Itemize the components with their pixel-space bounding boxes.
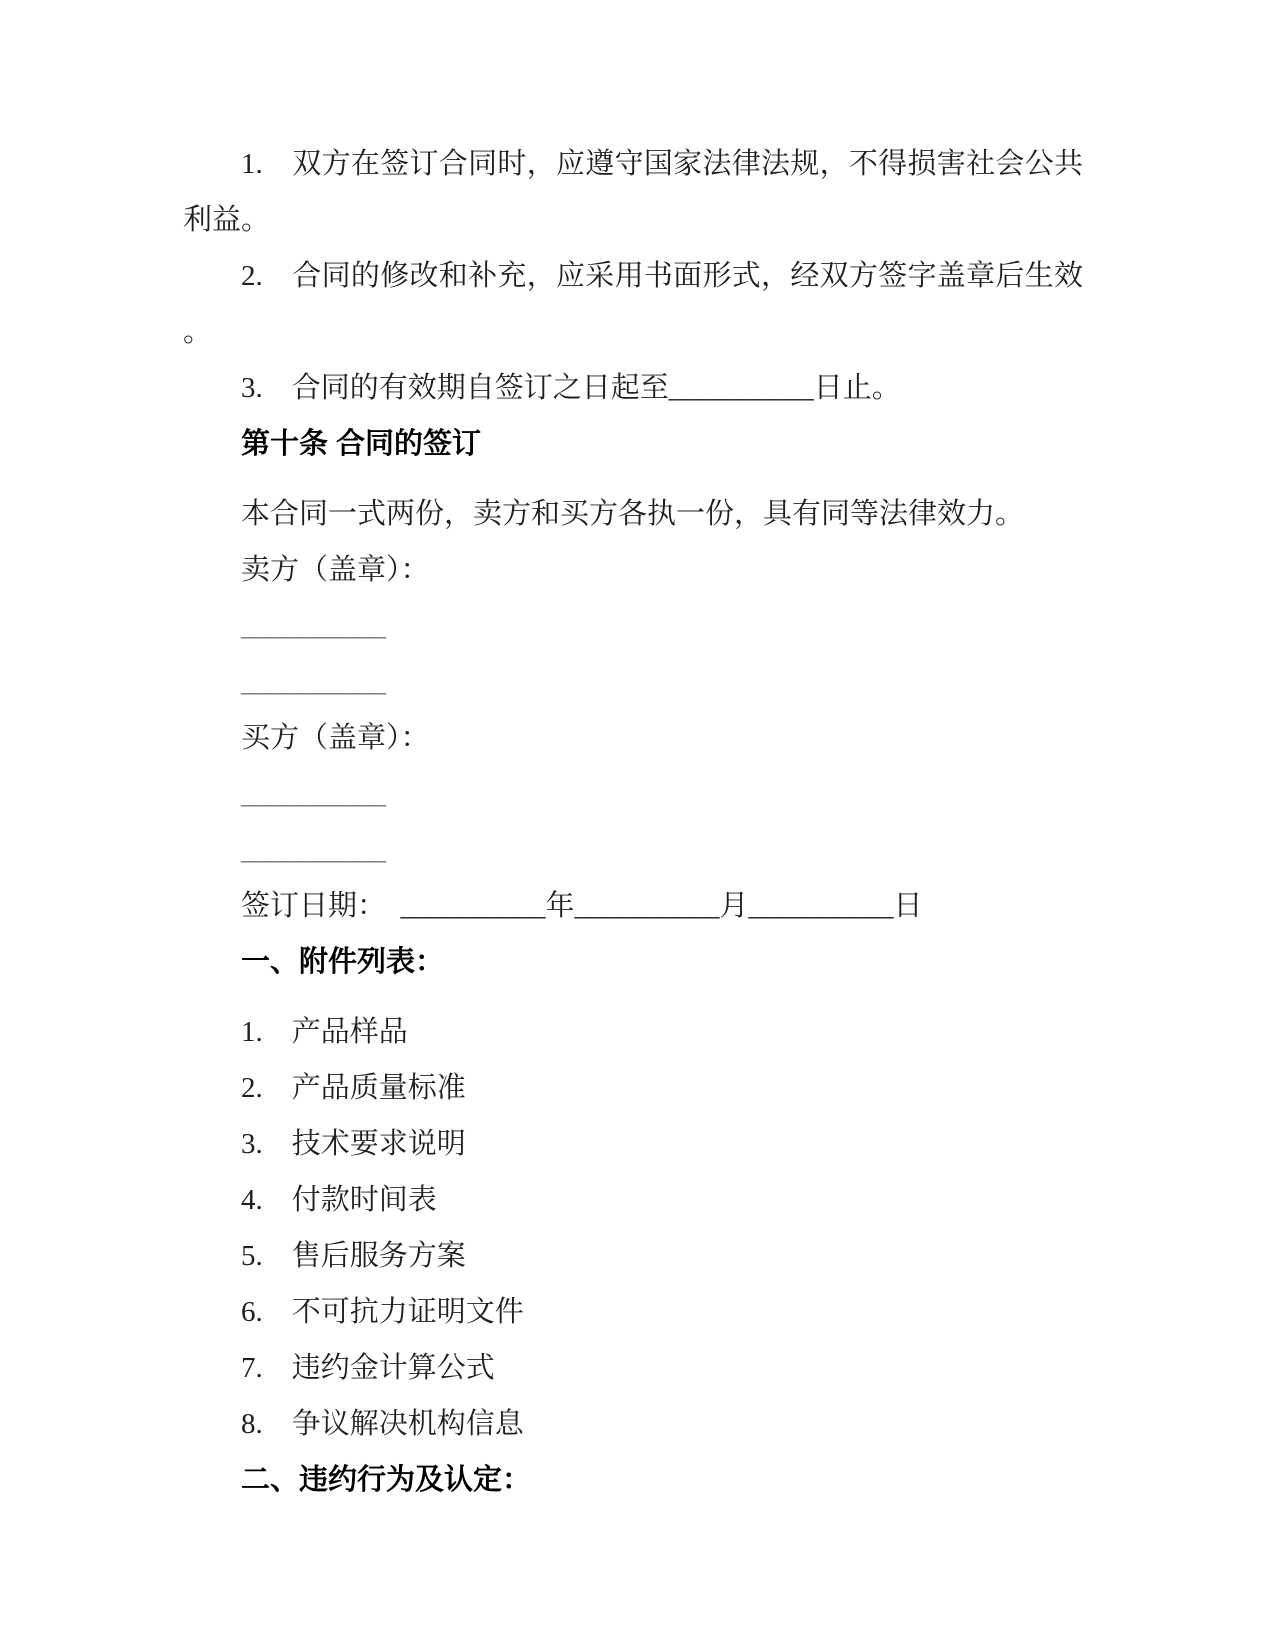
- contract-paragraph: 2. 合同的修改和补充，应采用书面形式，经双方签字盖章后生效。: [183, 260, 1083, 348]
- contract-paragraph: 8. 争议解决机构信息: [241, 1408, 524, 1440]
- contract-paragraph: 签订日期： __________年__________月__________日: [241, 890, 923, 922]
- contract-paragraph: 本合同一式两份，卖方和买方各执一份，具有同等法律效力。: [241, 498, 1025, 530]
- contract-paragraph: 1. 双方在签订合同时，应遵守国家法律法规，不得损害社会公共利益。: [183, 148, 1083, 236]
- contract-paragraph: 3. 合同的有效期自签订之日起至__________日止。: [241, 372, 901, 404]
- paragraph-flow: [183, 136, 1083, 1508]
- contract-paragraph: 2. 产品质量标准: [241, 1072, 466, 1104]
- signature-underline: __________: [241, 666, 386, 698]
- contract-paragraph: 7. 违约金计算公式: [241, 1352, 495, 1384]
- section-heading: 二、违约行为及认定：: [241, 1464, 532, 1496]
- contract-paragraph: 3. 技术要求说明: [241, 1128, 466, 1160]
- contract-paragraph: 4. 付款时间表: [241, 1184, 437, 1216]
- contract-paragraph: 1. 产品样品: [241, 1016, 408, 1048]
- section-heading: 一、附件列表：: [241, 946, 445, 978]
- contract-paragraph: 买方（盖章）：: [241, 722, 430, 754]
- signature-underline: __________: [241, 834, 386, 866]
- contract-paragraph: 5. 售后服务方案: [241, 1240, 466, 1272]
- signature-underline: __________: [241, 610, 386, 642]
- section-heading: 第十条 合同的签订: [241, 428, 482, 460]
- contract-paragraph: 6. 不可抗力证明文件: [241, 1296, 524, 1328]
- signature-underline: __________: [241, 778, 386, 810]
- contract-paragraph: 卖方（盖章）：: [241, 554, 430, 586]
